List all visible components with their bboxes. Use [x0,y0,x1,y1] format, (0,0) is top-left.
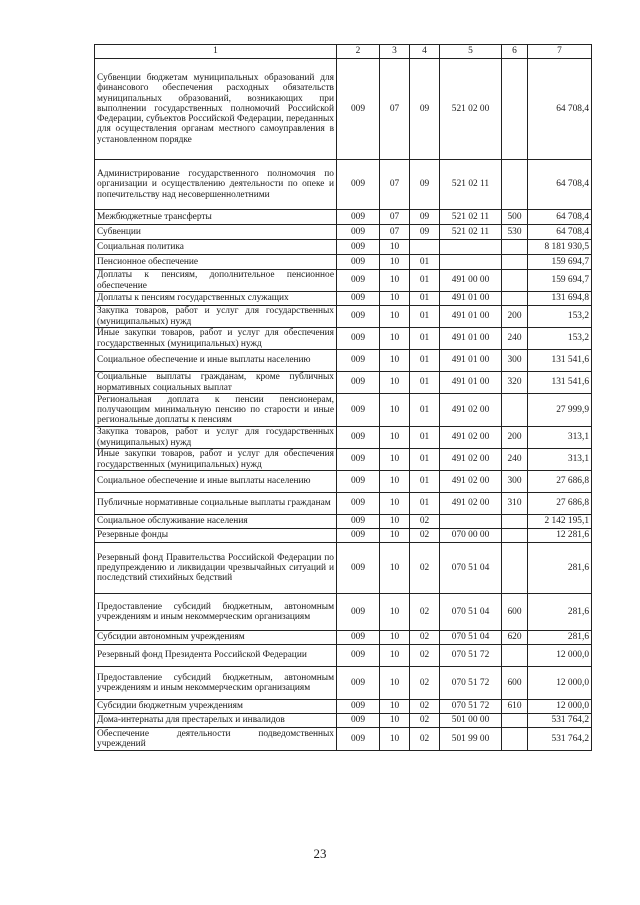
target-article-code: 521 02 11 [440,225,502,240]
subsection-code: 01 [410,255,440,270]
ministry-code: 009 [337,350,380,372]
expense-type-code: 530 [502,225,528,240]
column-header: 5 [440,45,502,59]
row-name: Резервные фонды [95,529,337,543]
amount-value: 153,2 [528,306,592,328]
row-name: Социальное обеспечение и иные выплаты населению [95,471,337,493]
table-row [95,328,592,350]
subsection-code [410,240,440,255]
expense-type-code [502,255,528,270]
expense-type-code: 600 [502,667,528,700]
expense-type-code [502,394,528,427]
ministry-code: 009 [337,292,380,306]
subsection-code: 09 [410,210,440,225]
row-name: Администрирование государственного полномочия по организации и осуществлению деятельности по опеке и попечительству над несовершеннолетними [95,160,337,210]
row-name: Закупка товаров, работ и услуг для государственных (муниципальных) нужд [95,306,337,328]
row-name: Субсидии автономным учреждениям [95,631,337,645]
column-header: 6 [502,45,528,59]
section-code: 10 [380,449,410,471]
amount-value: 281,6 [528,594,592,631]
table-row [95,210,592,225]
subsection-code: 02 [410,667,440,700]
table-row [95,255,592,270]
amount-value: 281,6 [528,543,592,594]
target-article-code: 491 01 00 [440,350,502,372]
section-code: 10 [380,493,410,515]
amount-value: 64 708,4 [528,59,592,160]
section-code: 10 [380,350,410,372]
row-name: Предоставление субсидий бюджетным, автономным учреждениям и иным некоммерческим организациям [95,667,337,700]
target-article-code: 491 02 00 [440,427,502,449]
ministry-code: 009 [337,59,380,160]
table-row [95,631,592,645]
ministry-code: 009 [337,594,380,631]
amount-value: 12 000,0 [528,700,592,714]
ministry-code: 009 [337,645,380,667]
section-code: 07 [380,210,410,225]
amount-value: 64 708,4 [528,225,592,240]
amount-value: 159 694,7 [528,255,592,270]
ministry-code: 009 [337,160,380,210]
amount-value: 2 142 195,1 [528,515,592,529]
ministry-code: 009 [337,306,380,328]
row-name: Закупка товаров, работ и услуг для государственных (муниципальных) нужд [95,427,337,449]
expense-type-code: 320 [502,372,528,394]
target-article-code: 491 01 00 [440,292,502,306]
table-row [95,240,592,255]
column-header: 1 [95,45,337,59]
table-row [95,543,592,594]
ministry-code: 009 [337,372,380,394]
subsection-code: 01 [410,270,440,292]
ministry-code: 009 [337,543,380,594]
row-name: Региональная доплата к пенсии пенсионерам, получающим минимальную пенсию по старости и иные региональные доплаты к пенсиям [95,394,337,427]
amount-value: 27 999,9 [528,394,592,427]
row-name: Публичные нормативные социальные выплаты гражданам [95,493,337,515]
target-article-code: 491 01 00 [440,306,502,328]
expense-type-code [502,240,528,255]
row-name: Иные закупки товаров, работ и услуг для обеспечения государственных (муниципальных) нужд [95,328,337,350]
table-row [95,529,592,543]
target-article-code: 491 02 00 [440,471,502,493]
section-code: 10 [380,645,410,667]
target-article-code: 521 02 11 [440,160,502,210]
subsection-code: 09 [410,225,440,240]
section-code: 07 [380,59,410,160]
ministry-code: 009 [337,631,380,645]
column-header: 7 [528,45,592,59]
ministry-code: 009 [337,394,380,427]
expense-type-code: 300 [502,350,528,372]
row-name: Социальные выплаты гражданам, кроме публичных нормативных социальных выплат [95,372,337,394]
expense-type-code: 200 [502,427,528,449]
ministry-code: 009 [337,529,380,543]
subsection-code: 01 [410,394,440,427]
ministry-code: 009 [337,667,380,700]
target-article-code: 070 51 04 [440,631,502,645]
subsection-code: 09 [410,59,440,160]
subsection-code: 02 [410,515,440,529]
section-code: 10 [380,631,410,645]
expense-type-code: 500 [502,210,528,225]
table-row [95,306,592,328]
subsection-code: 01 [410,306,440,328]
target-article-code: 521 02 00 [440,59,502,160]
expense-type-code [502,160,528,210]
amount-value: 281,6 [528,631,592,645]
amount-value: 27 686,8 [528,471,592,493]
target-article-code: 491 02 00 [440,449,502,471]
subsection-code: 01 [410,493,440,515]
table-row [95,449,592,471]
target-article-code: 491 01 00 [440,328,502,350]
amount-value: 12 281,6 [528,529,592,543]
subsection-code: 09 [410,160,440,210]
section-code: 10 [380,270,410,292]
target-article-code: 070 51 04 [440,594,502,631]
target-article-code: 501 00 00 [440,714,502,728]
table-row [95,667,592,700]
table-header-row [95,45,592,59]
row-name: Социальное обеспечение и иные выплаты населению [95,350,337,372]
section-code: 10 [380,529,410,543]
expense-type-code: 240 [502,449,528,471]
amount-value: 27 686,8 [528,493,592,515]
column-header: 4 [410,45,440,59]
row-name: Субвенции бюджетам муниципальных образований для финансового обеспечения расходных обязательств муниципальных образований, возникающих при выполнении государственных полномочий Российской Федерации, субъектов Российской Федерации, переданных для осуществления органам местного самоуправления в установленном порядке [95,59,337,160]
section-code: 10 [380,667,410,700]
target-article-code: 491 02 00 [440,394,502,427]
ministry-code: 009 [337,471,380,493]
expense-type-code [502,728,528,751]
ministry-code: 009 [337,515,380,529]
amount-value: 313,1 [528,449,592,471]
table-body [95,59,592,751]
target-article-code: 070 51 72 [440,700,502,714]
amount-value: 531 764,2 [528,728,592,751]
section-code: 10 [380,594,410,631]
section-code: 10 [380,372,410,394]
expense-type-code: 240 [502,328,528,350]
section-code: 10 [380,306,410,328]
table-row [95,372,592,394]
expense-type-code [502,292,528,306]
amount-value: 531 764,2 [528,714,592,728]
section-code: 07 [380,225,410,240]
target-article-code: 070 51 72 [440,645,502,667]
section-code: 10 [380,240,410,255]
target-article-code: 491 01 00 [440,372,502,394]
target-article-code: 521 02 11 [440,210,502,225]
page-number: 23 [313,846,327,861]
amount-value: 64 708,4 [528,210,592,225]
row-name: Доплаты к пенсиям, дополнительное пенсионное обеспечение [95,270,337,292]
row-name: Иные закупки товаров, работ и услуг для обеспечения государственных (муниципальных) нужд [95,449,337,471]
table-row [95,493,592,515]
amount-value: 159 694,7 [528,270,592,292]
column-header: 2 [337,45,380,59]
amount-value: 8 181 930,5 [528,240,592,255]
budget-table [94,44,592,751]
table-row [95,714,592,728]
table-row [95,225,592,240]
table-row [95,160,592,210]
expense-type-code: 600 [502,594,528,631]
ministry-code: 009 [337,328,380,350]
table-row [95,471,592,493]
amount-value: 12 000,0 [528,667,592,700]
ministry-code: 009 [337,728,380,751]
subsection-code: 01 [410,292,440,306]
ministry-code: 009 [337,240,380,255]
ministry-code: 009 [337,493,380,515]
amount-value: 131 541,6 [528,350,592,372]
ministry-code: 009 [337,700,380,714]
table-row [95,700,592,714]
expense-type-code [502,515,528,529]
expense-type-code: 610 [502,700,528,714]
subsection-code: 01 [410,471,440,493]
table-row [95,270,592,292]
expense-type-code [502,270,528,292]
expense-type-code: 310 [502,493,528,515]
section-code: 10 [380,515,410,529]
subsection-code: 01 [410,350,440,372]
expense-type-code [502,59,528,160]
target-article-code: 491 00 00 [440,270,502,292]
target-article-code [440,255,502,270]
amount-value: 131 694,8 [528,292,592,306]
subsection-code: 02 [410,543,440,594]
expense-type-code [502,529,528,543]
column-header: 3 [380,45,410,59]
row-name: Резервный фонд Президента Российской Федерации [95,645,337,667]
section-code: 10 [380,427,410,449]
row-name: Обеспечение деятельности подведомственных учреждений [95,728,337,751]
expense-type-code: 300 [502,471,528,493]
subsection-code: 02 [410,631,440,645]
section-code: 10 [380,328,410,350]
ministry-code: 009 [337,449,380,471]
subsection-code: 02 [410,594,440,631]
table-row [95,728,592,751]
expense-type-code: 200 [502,306,528,328]
section-code: 10 [380,394,410,427]
section-code: 10 [380,714,410,728]
table-row [95,515,592,529]
row-name: Пенсионное обеспечение [95,255,337,270]
row-name: Предоставление субсидий бюджетным, автономным учреждениям и иным некоммерческим организациям [95,594,337,631]
section-code: 10 [380,292,410,306]
target-article-code [440,515,502,529]
section-code: 10 [380,700,410,714]
table-row [95,594,592,631]
row-name: Доплаты к пенсиям государственных служащих [95,292,337,306]
amount-value: 153,2 [528,328,592,350]
subsection-code: 02 [410,728,440,751]
subsection-code: 02 [410,645,440,667]
expense-type-code [502,543,528,594]
subsection-code: 02 [410,700,440,714]
section-code: 10 [380,255,410,270]
table-row [95,292,592,306]
table-row [95,350,592,372]
ministry-code: 009 [337,427,380,449]
ministry-code: 009 [337,255,380,270]
amount-value: 64 708,4 [528,160,592,210]
ministry-code: 009 [337,714,380,728]
expense-type-code: 620 [502,631,528,645]
target-article-code: 070 51 72 [440,667,502,700]
subsection-code: 01 [410,372,440,394]
table-row [95,645,592,667]
amount-value: 12 000,0 [528,645,592,667]
subsection-code: 01 [410,449,440,471]
expense-type-code [502,645,528,667]
row-name: Межбюджетные трансферты [95,210,337,225]
target-article-code: 070 51 04 [440,543,502,594]
target-article-code: 070 00 00 [440,529,502,543]
subsection-code: 01 [410,328,440,350]
row-name: Дома-интернаты для престарелых и инвалидов [95,714,337,728]
row-name: Социальная политика [95,240,337,255]
target-article-code: 501 99 00 [440,728,502,751]
target-article-code: 491 02 00 [440,493,502,515]
target-article-code [440,240,502,255]
row-name: Субсидии бюджетным учреждениям [95,700,337,714]
table-row [95,394,592,427]
amount-value: 313,1 [528,427,592,449]
table-row [95,427,592,449]
ministry-code: 009 [337,225,380,240]
section-code: 10 [380,471,410,493]
row-name: Субвенции [95,225,337,240]
section-code: 10 [380,543,410,594]
subsection-code: 01 [410,427,440,449]
amount-value: 131 541,6 [528,372,592,394]
row-name: Социальное обслуживание населения [95,515,337,529]
expense-type-code [502,714,528,728]
section-code: 10 [380,728,410,751]
ministry-code: 009 [337,270,380,292]
section-code: 07 [380,160,410,210]
subsection-code: 02 [410,714,440,728]
ministry-code: 009 [337,210,380,225]
table-row [95,59,592,160]
subsection-code: 02 [410,529,440,543]
row-name: Резервный фонд Правительства Российской Федерации по предупреждению и ликвидации чрезвычайных ситуаций и последствий стихийных бедствий [95,543,337,594]
